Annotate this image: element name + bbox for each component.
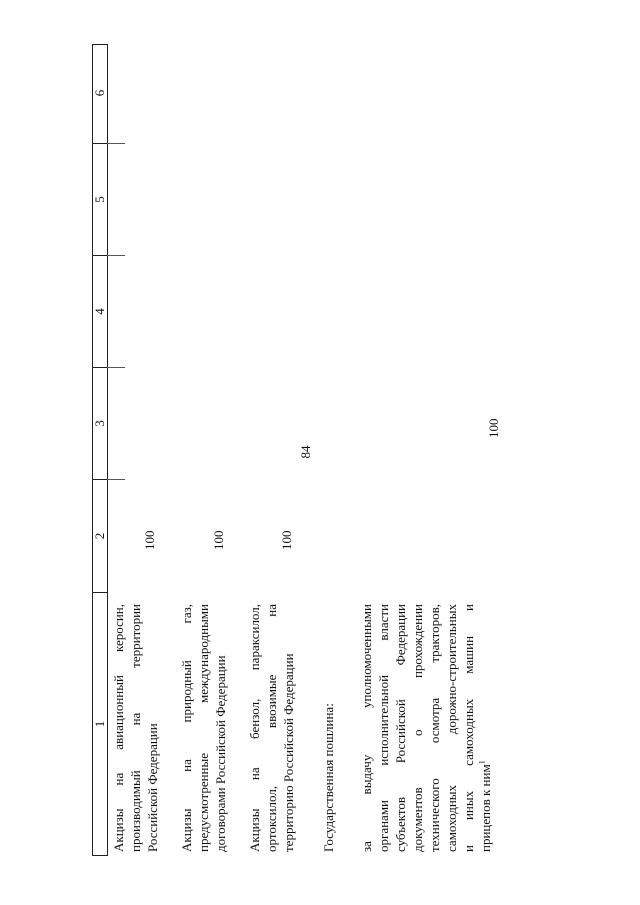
column-header-5 — [93, 144, 107, 256]
column-header-6: 6 — [93, 43, 107, 144]
row-5-col-3-value: 100 — [486, 418, 501, 438]
column-header-2-label: 2 — [92, 532, 107, 540]
row-5-footnote-marker: 1 — [477, 760, 487, 765]
column-tick — [107, 479, 125, 480]
row-2-name — [178, 604, 229, 852]
column-header-4 — [93, 256, 107, 368]
row-1-line-1: Акцизы на авиационный керосин, — [111, 604, 126, 852]
column-tick — [107, 143, 125, 144]
table-header-row — [92, 44, 108, 856]
row-1-col-2-value: 100 — [142, 530, 157, 550]
column-header-1: 1 — [92, 720, 107, 728]
column-tick — [107, 255, 125, 256]
row-5-line-3: субъектов Российской Федерации — [393, 604, 408, 852]
row-3-line-2: ортоксилол, ввозимые на — [264, 604, 279, 852]
row-5-line-2: органами исполнительной власти — [376, 604, 391, 852]
row-3-line-3: территорию Российской Федерации — [281, 653, 296, 852]
row-5-name — [358, 604, 494, 852]
row-1-line-2: производимый на территории — [128, 604, 143, 852]
row-1-line-3: Российской Федерации — [145, 723, 160, 852]
column-header-2 — [93, 480, 107, 593]
row-1-name — [110, 604, 161, 852]
row-5-line-6: самоходных дорожно-строительных — [444, 604, 459, 852]
row-5-line-4: документов о прохождении — [410, 604, 425, 852]
column-header-4-label: 4 — [92, 308, 107, 315]
row-5-line-7: и иных самоходных машин и — [461, 604, 476, 852]
row-3-line-1: Акцизы на бензол, параксилол, — [247, 604, 262, 852]
row-3-col-2-value: 100 — [279, 530, 294, 550]
column-header-3-label: 3 — [92, 420, 107, 427]
rotated-table-page — [92, 44, 622, 856]
row-5-line-5: технического осмотра тракторов, — [427, 604, 442, 852]
column-header-3 — [93, 368, 107, 480]
column-header-5-label: 5 — [92, 196, 107, 203]
row-2-line-1: Акцизы на природный газ, — [179, 604, 194, 852]
row-5-line-8-text: прицепов к ним — [478, 764, 493, 852]
row-4-heading: Государственная пошлина: — [321, 703, 336, 852]
row-5-line-1: за выдачу уполномоченными — [359, 604, 374, 852]
page-number: 84 — [298, 445, 313, 459]
row-2-col-2-value: 100 — [211, 530, 226, 550]
column-tick — [107, 367, 125, 368]
row-3-name — [246, 604, 297, 852]
row-2-line-2: предусмотренные международными — [196, 604, 211, 852]
row-2-line-3: договорами Российской Федерации — [213, 655, 228, 852]
row-5-line-8 — [477, 604, 494, 852]
